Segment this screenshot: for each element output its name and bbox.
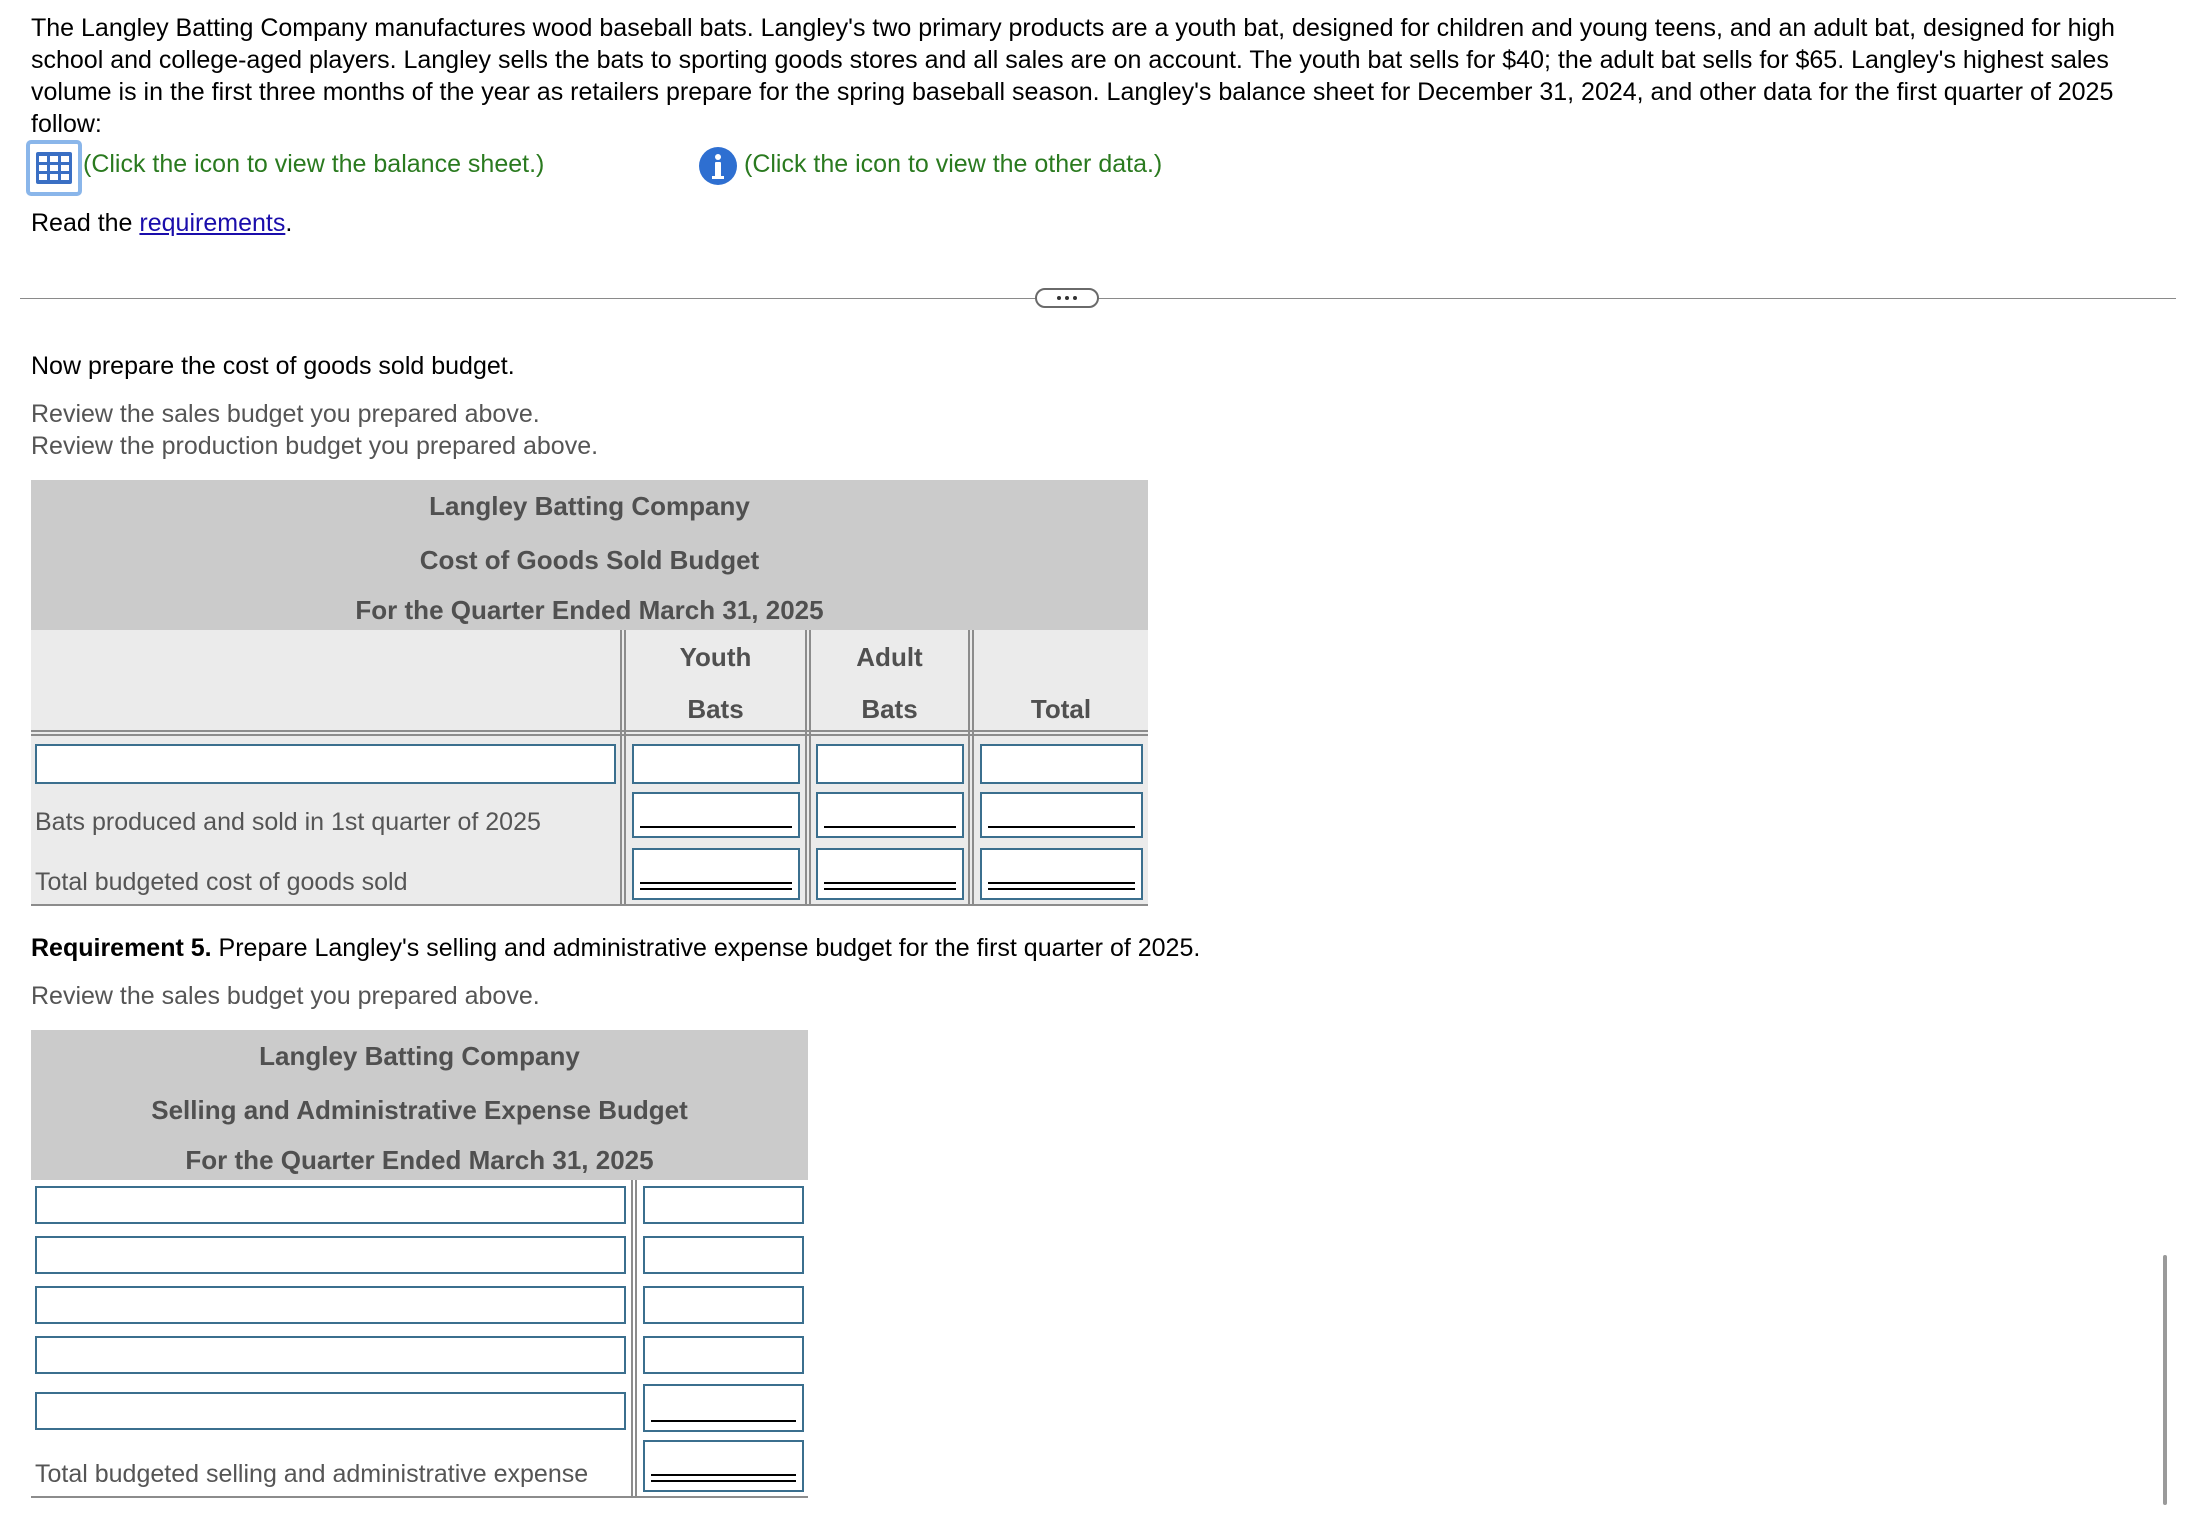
col-youth-line2: Bats <box>687 694 744 724</box>
cogs-title: Cost of Goods Sold Budget <box>419 545 760 575</box>
cogs-row1-label-input[interactable] <box>35 744 616 784</box>
col-youth-line1: Youth <box>679 642 752 672</box>
cogs-instruction: Now prepare the cost of goods sold budget. <box>31 352 515 380</box>
sga-period: For the Quarter Ended March 31, 2025 <box>185 1145 654 1175</box>
sga-row1-amount-input[interactable] <box>643 1186 804 1224</box>
requirement-5-label: Requirement 5. <box>31 934 212 962</box>
cogs-row2-total-input[interactable] <box>980 792 1143 838</box>
col-total: Total <box>1030 694 1092 724</box>
cogs-total-adult-input[interactable] <box>816 848 964 900</box>
data-links-row <box>26 138 1426 198</box>
row-bats-produced-label: Bats produced and sold in 1st quarter of 2025 <box>35 808 541 836</box>
other-data-link[interactable]: (Click the icon to view the other data.) <box>744 150 1163 178</box>
sga-row4-label-input[interactable] <box>35 1336 626 1374</box>
cogs-period: For the Quarter Ended March 31, 2025 <box>355 595 824 625</box>
sga-row5-label-input[interactable] <box>35 1392 626 1430</box>
row-total-sga-label: Total budgeted selling and administrative expense <box>35 1460 589 1488</box>
cogs-row2-adult-input[interactable] <box>816 792 964 838</box>
sga-table-header <box>31 1030 808 1180</box>
sga-col-divider <box>631 1180 637 1498</box>
balance-sheet-icon-button[interactable] <box>26 140 82 196</box>
row-total-cogs-label: Total budgeted cost of goods sold <box>35 868 408 896</box>
cogs-col-divider <box>968 630 974 905</box>
sga-row3-label-input[interactable] <box>35 1286 626 1324</box>
col-adult-line2: Bats <box>861 694 918 724</box>
sga-row2-label-input[interactable] <box>35 1236 626 1274</box>
sga-row1-label-input[interactable] <box>35 1186 626 1224</box>
cogs-row2-youth-input[interactable] <box>632 792 800 838</box>
sga-row5-amount-input[interactable] <box>643 1384 804 1432</box>
review-production-note: Review the production budget you prepared above. <box>31 432 599 460</box>
sga-company-name: Langley Batting Company <box>259 1041 580 1071</box>
requirement-5-text: Prepare Langley's selling and administrative expense budget for the first quarter of 2025. <box>211 934 1201 962</box>
info-icon[interactable] <box>698 146 738 186</box>
cogs-total-youth-input[interactable] <box>632 848 800 900</box>
read-requirements <box>31 209 292 238</box>
requirement-5 <box>31 934 1200 963</box>
requirements-link[interactable]: requirements <box>139 209 286 237</box>
cogs-row1-total-input[interactable] <box>980 744 1143 784</box>
cogs-company-name: Langley Batting Company <box>429 491 750 521</box>
sga-review-sales-note: Review the sales budget you prepared above. <box>31 982 540 1010</box>
sga-row2-amount-input[interactable] <box>643 1236 804 1274</box>
read-prefix: Read the <box>31 209 140 237</box>
balance-sheet-link[interactable]: (Click the icon to view the balance sheet.) <box>83 150 545 178</box>
intro-paragraph: The Langley Batting Company manufactures wood baseball bats. Langley's two primary products are a youth bat, designed for children and young teens, and an adult bat, designed for high school and college-aged players. Langley sells the bats to sporting goods stores and all sales are on account. The youth bat sells for $40; the adult bat sells for $65. Langley's highest sales volume is in the first three months of the year as retailers prepare for the spring baseball season. Langley's balance sheet for December 31, 2024, and other data for the first quarter of 2025 follow: <box>31 14 2115 138</box>
cogs-total-total-input[interactable] <box>980 848 1143 900</box>
cogs-header-rule <box>31 730 1148 736</box>
sga-bottom-rule <box>31 1496 808 1498</box>
cogs-bottom-rule <box>31 904 1148 906</box>
sga-row3-amount-input[interactable] <box>643 1286 804 1324</box>
col-adult-line1: Adult <box>856 642 923 672</box>
more-options-button[interactable] <box>1035 288 1099 308</box>
read-suffix: . <box>285 209 293 237</box>
sga-title: Selling and Administrative Expense Budget <box>151 1095 688 1125</box>
cogs-table-header <box>31 480 1148 630</box>
table-grid-icon <box>35 151 73 185</box>
sga-total-input[interactable] <box>643 1440 804 1492</box>
cogs-row1-adult-input[interactable] <box>816 744 964 784</box>
review-sales-note: Review the sales budget you prepared above. <box>31 400 540 428</box>
sga-row4-amount-input[interactable] <box>643 1336 804 1374</box>
vertical-scrollbar[interactable] <box>2163 1255 2167 1505</box>
cogs-row1-youth-input[interactable] <box>632 744 800 784</box>
